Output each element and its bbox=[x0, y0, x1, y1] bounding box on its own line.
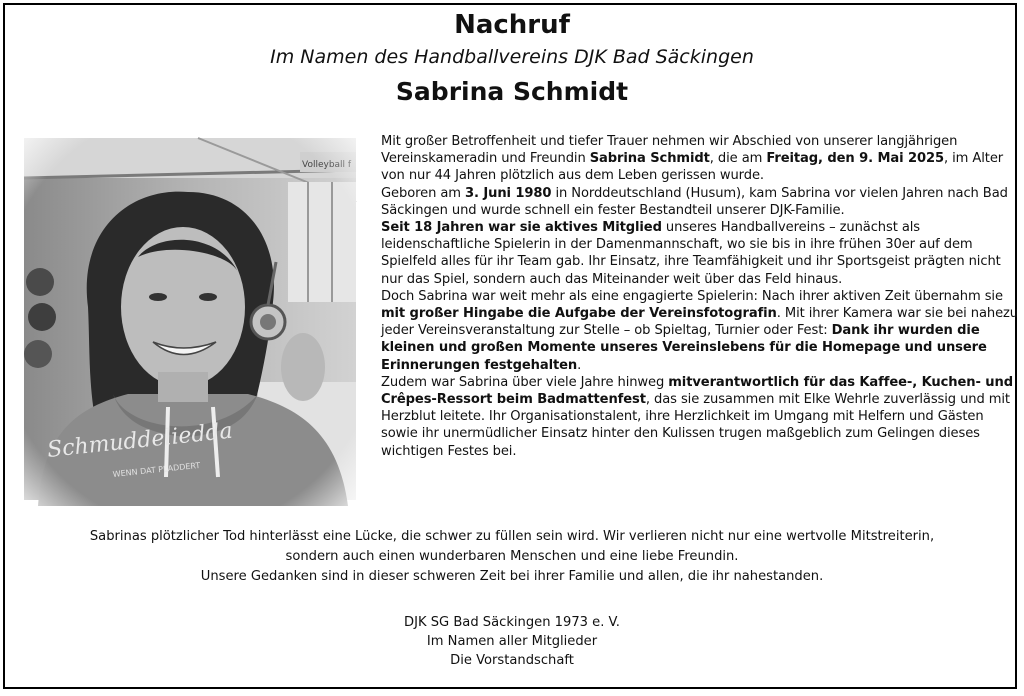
portrait-photo bbox=[18, 132, 362, 506]
paragraph-badmattenfest: Zudem war Sabrina über viele Jahre hinweg mitverantwortlich für das Kaffee-, Kuchen- und Crêpes-Ressort beim Badmattenfest, das sie zusammen mit Elke Wehrle zuverlässig und mit Herzblut leitete. Ihr Organisationstalent, ihre Herzlichkeit im Umgang mit Helfern und Gästen sowie ihr unermüdlicher Einsatz hinter den Kulissen trugen maßgeblich zum Gelingen dieses wichtigen Festes bei. bbox=[381, 374, 1014, 459]
closing-line-1: Sabrinas plötzlicher Tod hinterlässt eine Lücke, die schwer zu füllen sein wird. Wir verlieren nicht nur eine wertvolle Mitstreiterin, bbox=[89, 529, 935, 544]
signature-line-2: Im Namen aller Mitglieder bbox=[426, 634, 598, 649]
page-title: Nachruf bbox=[454, 10, 570, 40]
paragraph-photographer: Doch Sabrina war weit mehr als eine engagierte Spielerin: Nach ihrer aktiven Zeit übernahm sie mit großer Hingabe die Aufgabe der Vereinsfotografin. Mit ihrer Kamera war sie bei nahezu jeder Vereinsveranstaltung zur Stelle – ob Spieltag, Turnier oder Fest: Dank ihr wurden die kleinen und großen Momente unseres Vereinslebens für die Homepage und unsere Erinnerungen festgehalten. bbox=[381, 288, 1019, 373]
page-subtitle: Im Namen des Handballvereins DJK Bad Säckingen bbox=[270, 46, 754, 68]
obituary-body bbox=[381, 133, 1021, 460]
closing-line-3: Unsere Gedanken sind in dieser schweren Zeit bei ihrer Familie und allen, die ihr nahestanden. bbox=[200, 569, 824, 584]
signature-line-3: Die Vorstandschaft bbox=[450, 653, 574, 668]
closing-line-2: sondern auch einen wunderbaren Menschen und eine liebe Freundin. bbox=[285, 549, 739, 564]
closing-statement bbox=[0, 527, 1024, 587]
signature-block bbox=[0, 613, 1024, 670]
deceased-name: Sabrina Schmidt bbox=[395, 77, 629, 106]
paragraph-birth: Geboren am 3. Juni 1980 in Norddeutschland (Husum), kam Sabrina vor vielen Jahren nach Bad Säckingen und wurde schnell ein fester Bestandteil unserer DJK-Familie. bbox=[381, 185, 1008, 218]
paragraph-intro: Mit großer Betroffenheit und tiefer Trauer nehmen wir Abschied von unserer langjährigen Vereinskameradin und Freundin Sabrina Schmidt, die am Freitag, den 9. Mai 2025, im Alter von nur 44 Jahren plötzlich aus dem Leben gerissen wurde. bbox=[381, 134, 1004, 184]
signature-club: DJK SG Bad Säckingen 1973 e. V. bbox=[404, 615, 620, 630]
paragraph-membership: Seit 18 Jahren war sie aktives Mitglied unseres Handballvereins – zunächst als leidenschaftliche Spielerin in der Damenmannschaft, wo sie bis in ihre frühen 30er auf dem Spielfeld alles für ihr Team gab. Ihr Einsatz, ihre Teamfähigkeit und ihr Sportsgeist prägten nicht nur das Spiel, sondern auch das Miteinander weit über das Feld hinaus. bbox=[381, 220, 1001, 287]
